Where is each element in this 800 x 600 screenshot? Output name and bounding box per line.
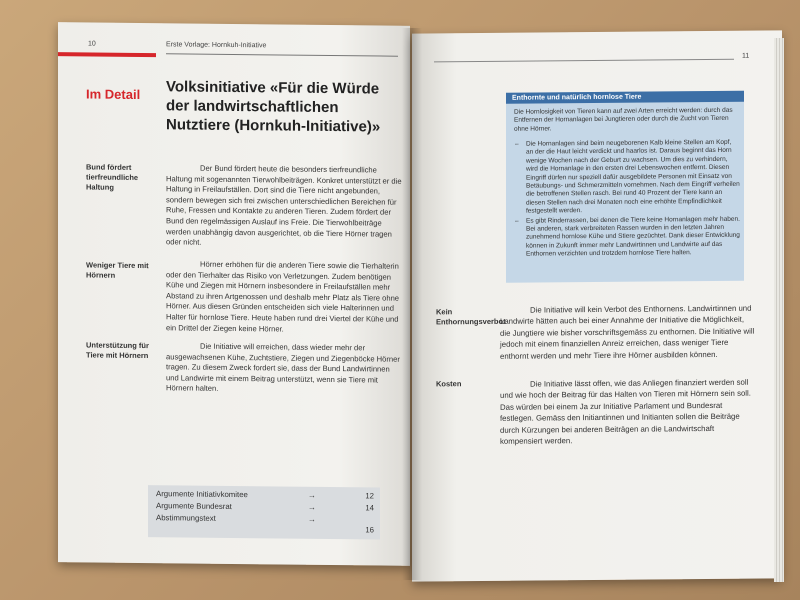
- reference-row: [156, 513, 374, 535]
- page-number-right: 11: [742, 52, 750, 60]
- body-paragraph-tierfreundliche-haltung: Der Bund fördert heute die besonders tierfreundliche Haltung mit sogenannten Tierwohlbeiträgen. Konkret unterstützt er die Haltung in Freilaufställen. Dort sind die Tiere nicht angebunden, sondern bewegen sich frei zwischen unterschiedlichen Bereichen für Ruhe, Fressen und Kontakte zu anderen Tieren. Zudem fördert der Bund den regelmässigen Auslauf ins Freie. Die Tierwohlbeiträge werden unabhängig davon ausgerichtet, ob die Tiere Hörner tragen oder nicht.: [166, 163, 402, 247]
- reference-label: Argumente Bundesrat: [156, 501, 232, 511]
- left-page: [58, 22, 410, 566]
- info-box-title: Enthornte und natürlich hornlose Tiere: [506, 91, 744, 104]
- body-paragraph-kosten: Die Initiative lässt offen, wie das Anliegen finanziert werden soll und wie hoch der Beitrag für das Halten von Tieren mit Hörnern sein soll. Das würden bei einem Ja zur Initiative Parlament und Bundesrat festlegen. Gemäss den Initiantinnen und Initianten sollen die Beiträge durch Kürzungen bei anderen Beiträgen an die Landwirtschaft kompensiert werden.: [500, 377, 751, 446]
- reference-row: [156, 501, 374, 513]
- reference-page-number: 16: [365, 525, 374, 535]
- list-item: – Die Hornanlagen sind beim neugeborenen Kalb kleine Stellen am Kopf, an der die Haut leicht verdickt und haarlos ist. Daraus beginnt das Horn wenige Wochen nach der Geburt zu wachsen. Um dies zu verhindern, wird die Hornanlage in den ersten drei Lebenswochen entfernt. Diesen Eingriff dürfen nur speziell dafür ausgebildete Personen mit Einsatz von Betäubungs- und Schmerzmitteln vornehmen. Nach dem Eingriff verheilen die betroffenen Stellen rasch. Bei rund 40 Prozent der Tiere kann an diesen Stellen nach drei Monaten noch eine erhöhte Empfindlichkeit festgestellt werden.: [514, 139, 740, 217]
- info-box-intro: Die Hornlosigkeit von Tieren kann auf zwei Arten erreicht werden: durch das Entfernen der Hornanlagen bei Jungtieren oder durch die Zucht von Tieren ohne Hörner.: [514, 106, 733, 133]
- body-paragraph-enthornungsverbot: Die Initiative will kein Verbot des Enthornens. Landwirtinnen und Landwirte hätten auch bei einer Annahme der Initiative die Möglichkeit, die Jungtiere wie bisher vorschriftsgemäss zu enthornen. Die Initiative will jedoch mit einem finanziellen Anreiz erreichen, dass weniger Tiere enthornt werden und mehr Tiere ihre Hörner ausbilden können.: [500, 303, 755, 361]
- reference-page-number: 14: [365, 503, 374, 513]
- page-title: Volksinitiative «Für die Würde der landwirtschaftlichen Nutztiere (Hornkuh-Initiative)»: [166, 78, 381, 136]
- list-item: – Es gibt Rinderrassen, bei denen die Tiere keine Hornanlagen mehr haben. Bei anderen, stark verbreiteten Rassen wurden in den letzten Jahren zunehmend hornlose Kühe und Stiere gezüchtet. Dank dieser Entwicklung können in Zukunft immer mehr Landwirtinnen und Landwirte auf das Enthornen verzichten und trotzdem hornlose Tiere halten.: [514, 215, 740, 259]
- section-label: Im Detail: [86, 86, 141, 103]
- header-rule-left: [166, 53, 398, 56]
- side-heading-unterstuetzung: Unterstützung für Tiere mit Hörnern: [86, 340, 149, 361]
- arrow-right-icon: →: [308, 514, 316, 524]
- reference-label: Abstimmungstext: [156, 513, 216, 523]
- right-page: [412, 30, 782, 581]
- book-gutter: [402, 28, 422, 580]
- body-paragraph-weniger-tiere: Hörner erhöhen für die anderen Tiere sowie die Tierhalterin oder den Tierhalter das Risiko von Verletzungen. Zudem benötigen Kühe und Ziegen mit Hörnern insbesondere in Freilaufställen mehr Abstand zu ihren Artgenossen und deshalb mehr Platz als Tiere ohne Hörner. Aus diesen Gründen entscheiden sich viele Halterinnen und Halter für hornlose Tiere. Heute haben rund drei Viertel der Kühe und ein Drittel der Ziegen keine Hörner.: [166, 259, 400, 334]
- running-head: Erste Vorlage: Hornkuh-Initiative: [166, 41, 267, 50]
- arrow-right-icon: →: [308, 490, 316, 500]
- page-number-left: 10: [88, 40, 96, 48]
- reference-page-number: 12: [365, 491, 374, 501]
- info-box: [506, 91, 744, 283]
- arrow-right-icon: →: [308, 502, 316, 512]
- side-heading-tierfreundliche-haltung: Bund fördert tierfreundliche Haltung: [86, 162, 139, 192]
- red-accent-bar: [58, 52, 156, 57]
- reference-box: [148, 485, 380, 539]
- info-box-list: [514, 139, 740, 261]
- page-edges: [774, 38, 784, 582]
- side-heading-kosten: Kosten: [436, 379, 462, 389]
- header-rule-right: [434, 59, 734, 63]
- reference-label: Argumente Initiativkomitee: [156, 489, 248, 500]
- body-paragraph-unterstuetzung: Die Initiative will erreichen, dass wieder mehr der ausgewachsenen Kühe, Zuchtstiere, Ziegen und Ziegenböcke Hörner tragen. Zu diesem Zweck fordert sie, dass der Bund Landwirtinnen und Landwirte mit einem Beitrag unterstützt, wenn sie Tiere mit Hörnern halten.: [166, 341, 400, 394]
- open-booklet: [58, 14, 784, 588]
- reference-row: [156, 489, 374, 501]
- side-heading-weniger-tiere: Weniger Tiere mit Hörnern: [86, 260, 149, 280]
- side-heading-enthornungsverbot: Kein Enthornungsverbot: [436, 307, 506, 327]
